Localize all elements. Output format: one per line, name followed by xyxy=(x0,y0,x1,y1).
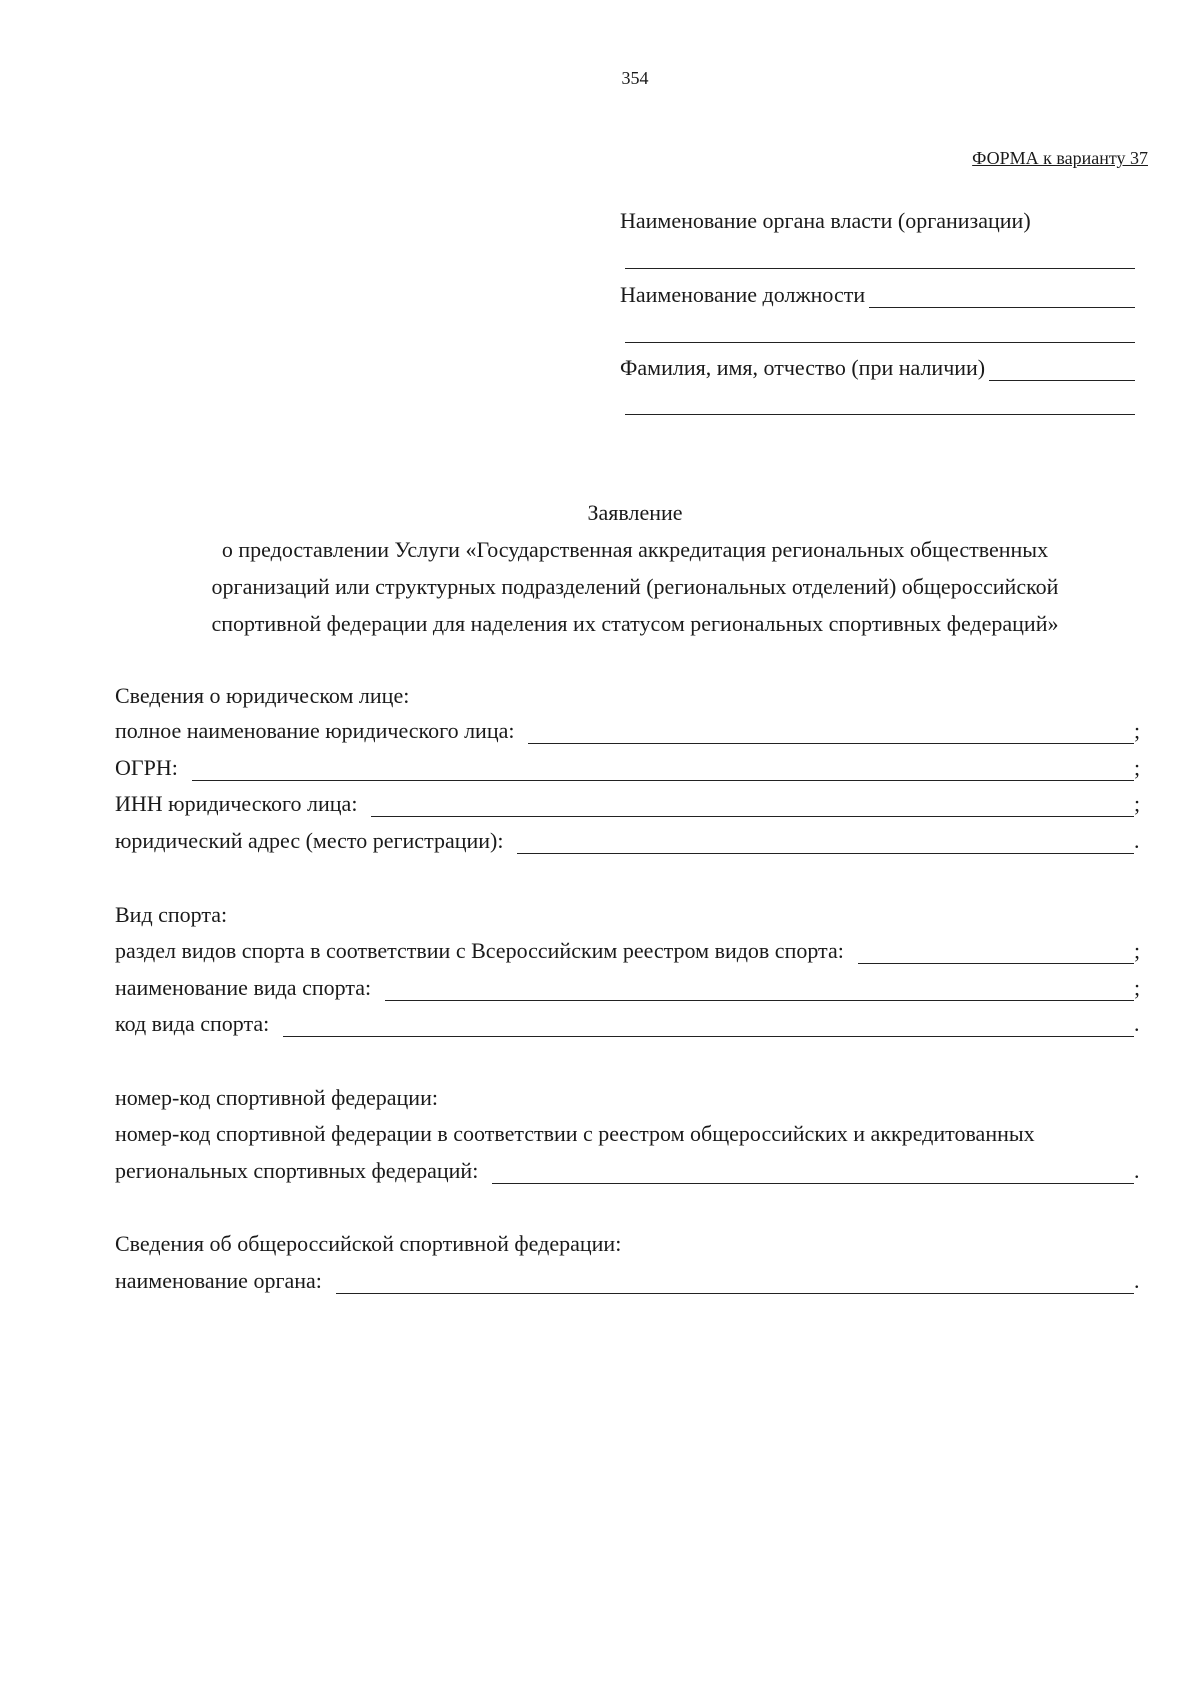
semicolon: ; xyxy=(1134,975,1141,1000)
federation-code-label: региональных спортивных федераций: xyxy=(115,1158,479,1183)
organ-name-row xyxy=(115,1268,1142,1294)
legal-name-field[interactable] xyxy=(528,723,1134,744)
authority-field[interactable] xyxy=(625,268,1135,269)
semicolon: ; xyxy=(1134,791,1141,816)
fullname-label: Фамилия, имя, отчество (при наличии) xyxy=(620,355,986,380)
inn-row xyxy=(115,791,1142,817)
organ-name-field[interactable] xyxy=(336,1273,1134,1294)
position-row xyxy=(620,282,1135,308)
sport-name-label: наименование вида спорта: xyxy=(115,975,372,1000)
title-line-2: организаций или структурных подразделений (региональных отделений) общероссийской xyxy=(211,574,1059,599)
position-field-continued[interactable] xyxy=(625,342,1135,343)
semicolon: ; xyxy=(1134,718,1141,743)
document-title: Заявление xyxy=(587,500,683,525)
position-field[interactable] xyxy=(869,285,1135,308)
title-line-3: спортивной федерации для наделения их статусом региональных спортивных федераций» xyxy=(211,611,1059,636)
period: . xyxy=(1134,1158,1140,1183)
ogrn-field[interactable] xyxy=(192,760,1134,781)
federation-code-line-1: номер-код спортивной федерации в соответствии с реестром общероссийских и аккредитованных xyxy=(115,1121,1035,1146)
inn-label: ИНН юридического лица: xyxy=(115,791,358,816)
sport-code-row xyxy=(115,1011,1142,1037)
sport-section-row xyxy=(115,938,1142,964)
organ-name-label: наименование органа: xyxy=(115,1268,322,1293)
inn-field[interactable] xyxy=(371,796,1134,817)
page-number: 354 xyxy=(621,68,649,88)
federation-code-field[interactable] xyxy=(492,1163,1134,1184)
ogrn-row xyxy=(115,755,1142,781)
sport-name-row xyxy=(115,975,1142,1001)
legal-entity-heading: Сведения о юридическом лице: xyxy=(115,683,410,708)
form-reference: ФОРМА к варианту 37 xyxy=(972,148,1148,168)
sport-code-field[interactable] xyxy=(283,1016,1134,1037)
address-field[interactable] xyxy=(517,833,1134,854)
federation-code-row xyxy=(115,1158,1142,1184)
title-line-1: о предоставлении Услуги «Государственная аккредитация региональных общественных xyxy=(221,537,1049,562)
period: . xyxy=(1134,1011,1140,1036)
period: . xyxy=(1134,828,1140,853)
semicolon: ; xyxy=(1134,755,1141,780)
legal-name-row xyxy=(115,718,1142,744)
legal-name-label: полное наименование юридического лица: xyxy=(115,718,515,743)
fullname-field-continued[interactable] xyxy=(625,414,1135,415)
address-row xyxy=(115,828,1142,854)
fullname-row xyxy=(620,355,1135,381)
federation-code-heading: номер-код спортивной федерации: xyxy=(115,1085,438,1110)
sport-heading: Вид спорта: xyxy=(115,902,228,927)
sport-section-field[interactable] xyxy=(858,943,1134,964)
period: . xyxy=(1134,1268,1140,1293)
authority-label: Наименование органа власти (организации) xyxy=(620,208,1031,233)
sport-code-label: код вида спорта: xyxy=(115,1011,270,1036)
all-russian-federation-heading: Сведения об общероссийской спортивной федерации: xyxy=(115,1231,622,1256)
sport-section-label: раздел видов спорта в соответствии с Всероссийским реестром видов спорта: xyxy=(115,938,844,963)
ogrn-label: ОГРН: xyxy=(115,755,178,780)
sport-name-field[interactable] xyxy=(385,980,1134,1001)
semicolon: ; xyxy=(1134,938,1141,963)
fullname-field[interactable] xyxy=(989,358,1135,381)
address-label: юридический адрес (место регистрации): xyxy=(115,828,504,853)
position-label: Наименование должности xyxy=(620,282,866,307)
